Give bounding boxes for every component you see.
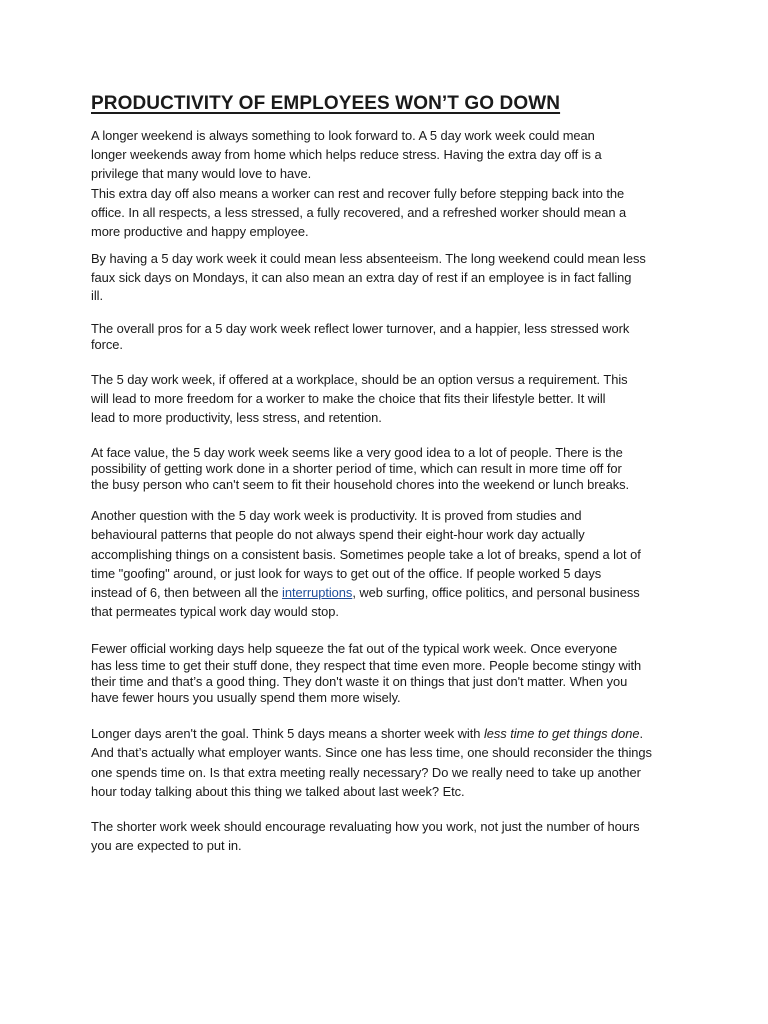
paragraph-7 [91, 641, 681, 706]
text-line: Another question with the 5 day work week is productivity. It is proved from studies and [91, 508, 582, 524]
text-line: At face value, the 5 day work week seems like a very good idea to a lot of people. There is the [91, 444, 623, 460]
text-line: The 5 day work week, if offered at a workplace, should be an option versus a requirement. This [91, 372, 628, 388]
text-line: one spends time on. Is that extra meeting really necessary? Do we really need to take up another [91, 764, 641, 780]
text-segment: Longer days aren't the goal. Think 5 days means a shorter week with [91, 726, 484, 742]
text-line: And that’s actually what employer wants. Since one has less time, one should reconsider the things [91, 745, 652, 761]
paragraph-1 [91, 126, 681, 241]
text-line: has less time to get their stuff done, they respect that time even more. People become stingy with [91, 657, 642, 673]
text-line: force. [91, 336, 123, 352]
text-line: office. In all respects, a less stressed, a fully recovered, and a refreshed worker should mean a [91, 204, 627, 220]
text-line: will lead to more freedom for a worker to make the choice that fits their lifestyle better. It will [91, 391, 606, 407]
text-segment: . [639, 726, 644, 742]
text-line: hour today talking about this thing we talked about last week? Etc. [91, 783, 465, 799]
text-line: more productive and happy employee. [91, 224, 309, 240]
text-line: have fewer hours you usually spend them more wisely. [91, 690, 401, 706]
text-line: possibility of getting work done in a shorter period of time, which can result in more time off for [91, 460, 622, 476]
text-line: A longer weekend is always something to look forward to. A 5 day work week could mean [91, 128, 595, 143]
text-line: By having a 5 day work week it could mean less absenteeism. The long weekend could mean less [91, 251, 646, 267]
paragraph-8 [91, 724, 681, 801]
paragraph-9 [91, 817, 681, 855]
text-line: Fewer official working days help squeeze the fat out of the typical work week. Once everyone [91, 641, 618, 657]
paragraph-6 [91, 506, 681, 621]
text-segment: , web surfing, office politics, and personal business [352, 585, 640, 601]
text-line: longer weekends away from home which helps reduce stress. Having the extra day off is a [91, 147, 602, 163]
paragraph-3 [91, 321, 681, 353]
document-title: PRODUCTIVITY OF EMPLOYEES WON’T GO DOWN [91, 93, 561, 114]
interruptions-link[interactable]: interruptions [282, 585, 353, 601]
text-line: lead to more productivity, less stress, and retention. [91, 410, 382, 426]
text-line: This extra day off also means a worker can rest and recover fully before stepping back into the [91, 185, 625, 201]
text-line: their time and that’s a good thing. They don't waste it on things that just don't matter. When you [91, 673, 628, 689]
text-segment: instead of 6, then between all the [91, 585, 283, 601]
paragraph-4 [91, 370, 681, 428]
text-line-with-italic [91, 724, 681, 743]
text-line: that permeates typical work day would stop. [91, 604, 339, 620]
text-line: time "goofing" around, or just look for ways to get out of the office. If people worked 5 days [91, 565, 602, 581]
text-line: the busy person who can't seem to fit their household chores into the weekend or lunch breaks. [91, 477, 630, 493]
document-page [91, 92, 681, 868]
text-line: The overall pros for a 5 day work week reflect lower turnover, and a happier, less stressed work [91, 320, 630, 336]
text-line: you are expected to put in. [91, 838, 242, 854]
text-line: accomplishing things on a consistent basis. Sometimes people take a lot of breaks, spend a lot of [91, 546, 641, 562]
text-line: behavioural patterns that people do not always spend their eight-hour work day actually [91, 527, 585, 543]
italic-text: less time to get things done [483, 726, 640, 742]
text-line: privilege that many would love to have. [91, 166, 312, 182]
text-line: The shorter work week should encourage revaluating how you work, not just the number of hours [91, 819, 640, 835]
paragraph-2 [91, 249, 681, 302]
paragraph-5 [91, 445, 681, 494]
text-line: faux sick days on Mondays, it can also mean an extra day of rest if an employee is in fact falling [91, 270, 632, 286]
text-line: ill. [91, 287, 103, 303]
text-line-with-link [91, 583, 681, 602]
